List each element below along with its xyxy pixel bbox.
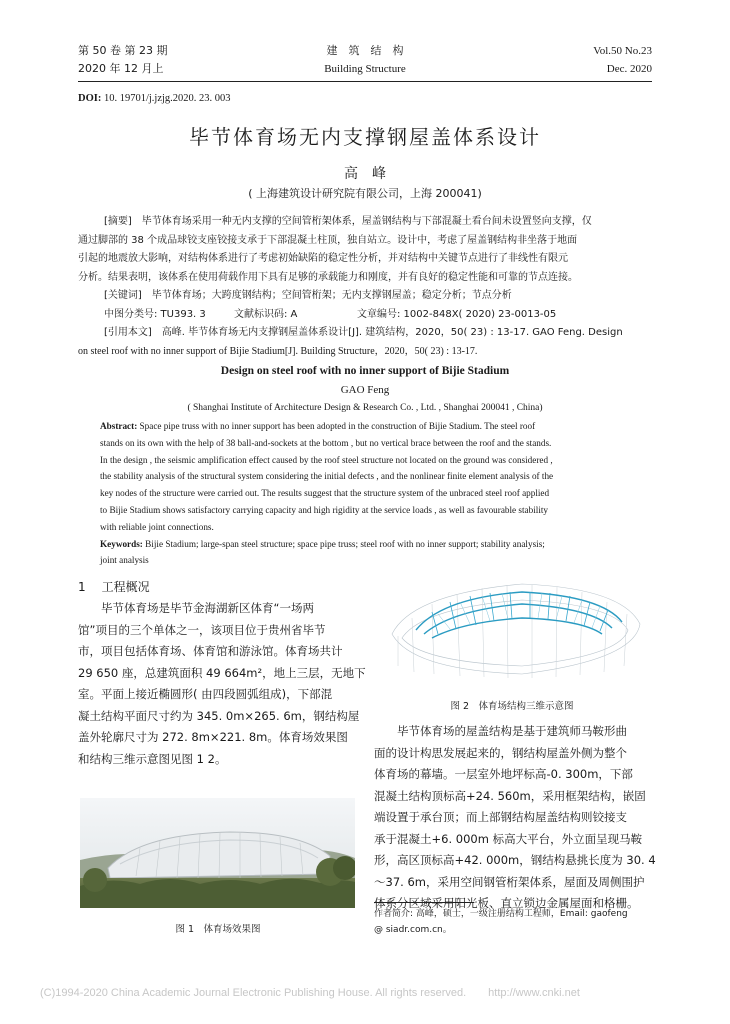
footnote-rule xyxy=(374,902,474,903)
journal-volume-en: Vol.50 No.23 xyxy=(593,45,652,57)
paragraph-line: ～37. 6m，采用空间钢管桁架体系，屋面及周侧围护 xyxy=(374,874,645,889)
keywords-en: Bijie Stadium; large-span steel structure; space pipe truss; steel roof with no inner support; stability analysis; xyxy=(142,538,545,549)
paragraph-line: 体系分区域采用阳光板、直立锁边金属屋面和格栅。 xyxy=(374,896,639,910)
paragraph-line: 29 650 座，总建筑面积 49 664m²，地上三层，无地下 xyxy=(78,665,366,680)
abstract-en xyxy=(100,418,652,569)
paragraph-line: 毕节体育场是毕节金海湖新区体育“一场两 xyxy=(78,601,314,615)
keywords-en-label: Keywords: xyxy=(100,538,143,549)
author-note-line: @ siadr.com.cn。 xyxy=(374,925,452,935)
section-number: 1 xyxy=(78,580,86,594)
abstract-en-line: with reliable joint connections. xyxy=(100,521,214,532)
paragraph-line: 体育场的幕墙。一层室外地坪标高-0. 300m，下部 xyxy=(374,767,633,781)
abstract-en-line: to Bijie Stadium shows satisfactory carrying capacity and high rigidity at the service loads , as well as favourable stability xyxy=(100,504,549,515)
abstract-cn-line: 通过脚部的 38 个成品球铰支座铰接支承于下部混凝土柱顶，独自站立。设计中，考虑了屋盖钢结构非坐落于地面 xyxy=(78,234,578,246)
abstract-en-line: key nodes of the structure were carried out. The results suggest that the structure system of the unbraced steel roof applied xyxy=(100,488,550,499)
author-note-line: 作者简介: 高峰，硕士，一级注册结构工程师，Email: gaofeng xyxy=(374,909,628,919)
structure-3d-image xyxy=(372,574,652,686)
section1-left-text xyxy=(78,598,366,770)
doi-value: 10. 19701/j.jzjg.2020. 23. 003 xyxy=(101,93,231,104)
doc-code: 文献标识码: A xyxy=(234,308,298,320)
clc-code: 中图分类号: TU393. 3 xyxy=(104,308,206,320)
article-number: 文章编号: 1002-848X( 2020) 23-0013-05 xyxy=(357,308,557,320)
keywords-cn-label: [关键词] xyxy=(104,290,142,301)
section1-right-text xyxy=(374,721,654,915)
section-title: 工程概况 xyxy=(101,580,150,594)
figure-2-caption: 图 2 体育场结构三维示意图 xyxy=(450,701,574,712)
paragraph-line: 混凝土结构顶标高+24. 560m，采用框架结构，嵌固 xyxy=(374,788,646,803)
paragraph-line: 面的设计构思发展起来的，钢结构屋盖外侧为整个 xyxy=(374,745,627,760)
paragraph-line: 馆”项目的三个单体之一，该项目位于贵州省毕节 xyxy=(78,622,326,637)
abstract-cn-line: 分析。结果表明，该体系在使用荷载作用下具有足够的承载能力和刚度，并有良好的稳定性能和可靠的节点连接。 xyxy=(78,271,578,283)
affiliation-cn: ( 上海建筑设计研究院有限公司，上海 200041) xyxy=(248,187,482,200)
citation-line: 高峰. 毕节体育场无内支撑钢屋盖体系设计[J]. 建筑结构，2020，50( 23) : 13-17. GAO Feng. Design xyxy=(151,327,623,338)
paragraph-line: 和结构三维示意图见图 1 2。 xyxy=(78,751,227,766)
paragraph-line: 盖外轮廓尺寸为 272. 8m×221. 8m。体育场效果图 xyxy=(78,730,348,744)
doi-label: DOI: xyxy=(78,93,102,104)
keywords-en: joint analysis xyxy=(100,555,149,566)
header-rule xyxy=(78,81,652,82)
author-cn: 高 峰 xyxy=(344,166,386,182)
figure-1-stadium-rendering xyxy=(80,798,355,908)
author-note xyxy=(374,906,654,938)
keywords-cn: 毕节体育场；大跨度钢结构；空间管桁架；无内支撑钢屋盖；稳定分析；节点分析 xyxy=(141,290,512,301)
paragraph-line: 室。平面上接近椭圆形( 由四段圆弧组成)，下部混 xyxy=(78,687,333,701)
journal-date-en: Dec. 2020 xyxy=(606,63,652,75)
journal-date-cn: 2020 年 12 月上 xyxy=(78,62,164,75)
copyright-footer: (C)1994-2020 China Academic Journal Electronic Publishing House. All rights reserved. http://www.cnki.net xyxy=(40,987,580,999)
paragraph-line: 市，项目包括体育场、体育馆和游泳馆。体育场共计 xyxy=(78,644,343,658)
title-cn: 毕节体育场无内支撑钢屋盖体系设计 xyxy=(189,125,541,149)
paragraph-line: 端设置于承台顶；而上部钢结构屋盖结构则铰接支 xyxy=(374,810,627,824)
classification-row xyxy=(104,306,652,325)
section-heading xyxy=(78,578,150,595)
paragraph-line: 形，高区顶标高+42. 000m，钢结构悬挑长度为 30. 4 xyxy=(374,853,656,867)
author-en: GAO Feng xyxy=(340,384,390,396)
abstract-cn-label: [摘要] xyxy=(104,216,132,227)
abstract-cn-line: 引起的地震放大影响，对结构体系进行了考虑初始缺陷的稳定性分析，并对结构中关键节点进行了非线性有限元 xyxy=(78,253,568,264)
abstract-en-label: Abstract: xyxy=(100,421,138,431)
abstract-cn xyxy=(78,213,652,361)
journal-name-cn: 建 筑 结 构 xyxy=(326,44,404,57)
abstract-en-line: Space pipe truss with no inner support has been adopted in the construction of Bijie Stadium. The steel roof xyxy=(137,421,536,431)
paragraph-line: 承于混凝土+6. 000m 标高大平台，外立面呈现马鞍 xyxy=(374,831,643,846)
doi xyxy=(78,93,231,104)
title-en: Design on steel roof with no inner support of Bijie Stadium xyxy=(220,365,510,377)
abstract-en-line: the stability analysis of the structural system considering the initial defects , and the nonlinear finite element analysis of the xyxy=(100,471,554,482)
figure-2-structure-3d xyxy=(372,574,652,686)
journal-name-en: Building Structure xyxy=(324,63,406,75)
citation-label: [引用本文] xyxy=(104,327,152,338)
citation-line: on steel roof with no inner support of Bijie Stadium[J]. Building Structure，2020，50( 23) : 13-17. xyxy=(78,345,478,357)
abstract-en-line: In the design , the seismic amplification effect caused by the roof steel structure not located on the ground was considered , xyxy=(100,454,553,465)
figure-1-caption: 图 1 体育场效果图 xyxy=(175,924,261,935)
paragraph-line: 毕节体育场的屋盖结构是基于建筑师马鞍形曲 xyxy=(374,724,627,738)
paragraph-line: 凝土结构平面尺寸约为 345. 0m×265. 6m，钢结构屋 xyxy=(78,708,360,723)
stadium-rendering-image xyxy=(80,798,355,908)
affiliation-en: ( Shanghai Institute of Architecture Design & Research Co. , Ltd. , Shanghai 200041 , China) xyxy=(187,403,543,413)
abstract-en-line: stands on its own with the help of 38 ball-and-sockets at the bottom , but no vertical brace between the roof and the stands. xyxy=(100,437,552,448)
journal-volume-cn: 第 50 卷 第 23 期 xyxy=(78,44,168,57)
abstract-cn-line: 毕节体育场采用一种无内支撑的空间管桁架体系，屋盖钢结构与下部混凝土看台间未设置竖向支撑，仅 xyxy=(131,216,592,227)
